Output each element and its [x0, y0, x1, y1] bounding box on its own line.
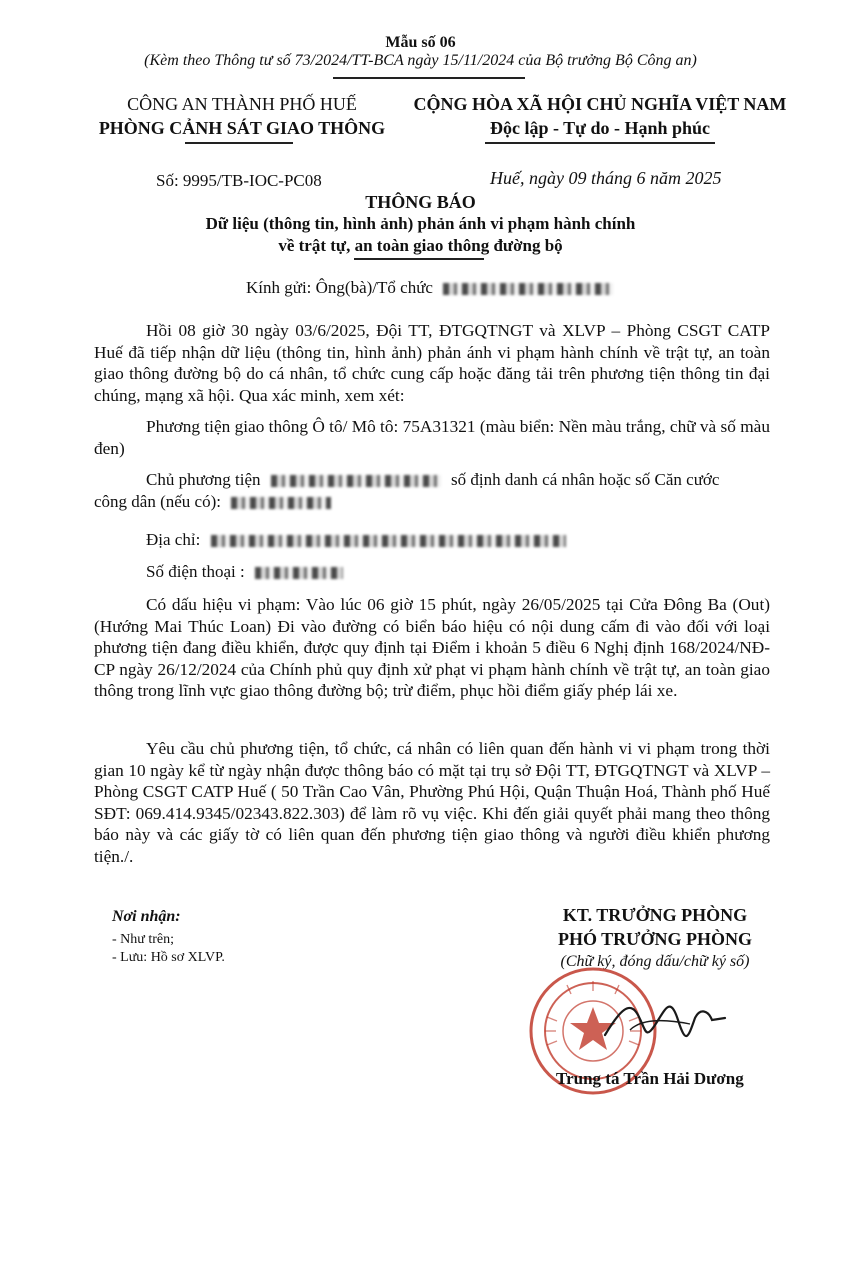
signature-icon: [600, 990, 730, 1050]
document-subtitle: về trật tự, an toàn giao thông đường bộ: [278, 236, 563, 255]
recipient-label: Kính gửi: Ông(bà)/Tổ chức: [246, 278, 433, 297]
owner-id-label-2: công dân (nếu có):: [94, 492, 221, 511]
address-line: [146, 530, 566, 550]
document-title: THÔNG BÁO: [365, 192, 476, 212]
phone-line: [146, 562, 343, 582]
document-number: Số: 9995/TB-IOC-PC08: [156, 171, 322, 190]
redacted-phone: [255, 567, 343, 579]
redacted-owner: [271, 475, 441, 487]
recipient-item: - Như trên;: [112, 932, 175, 947]
redacted-id: [231, 497, 331, 509]
sign-note: (Chữ ký, đóng dấu/chữ ký số): [560, 953, 750, 970]
form-reference: (Kèm theo Thông tư số 73/2024/TT-BCA ngày 15/11/2024 của Bộ trưởng Bộ Công an): [144, 52, 697, 69]
agency-department: PHÒNG CẢNH SÁT GIAO THÔNG: [98, 118, 386, 138]
redacted-name: [443, 283, 613, 295]
phone-label: Số điện thoại :: [146, 562, 245, 581]
owner-line: [146, 470, 719, 490]
divider: [333, 77, 525, 79]
address-label: Địa chỉ:: [146, 530, 201, 549]
recipient-line: [246, 278, 613, 298]
place-date: Huế, ngày 09 tháng 6 năm 2025: [490, 168, 722, 188]
form-title: Mẫu số 06: [385, 34, 456, 51]
signer-name: Trung tá Trần Hải Dương: [556, 1069, 744, 1088]
nation-motto: Độc lập - Tự do - Hạnh phúc: [489, 118, 711, 138]
divider: [185, 142, 293, 144]
divider: [354, 258, 484, 260]
owner-label: Chủ phương tiện: [146, 470, 261, 489]
sign-subtitle: PHÓ TRƯỞNG PHÒNG: [557, 929, 752, 949]
divider: [485, 142, 715, 144]
redacted-address: [211, 535, 566, 547]
paragraph-vehicle: Phương tiện giao thông Ô tô/ Mô tô: 75A31321 (màu biển: Nền màu trắng, chữ và số màu đen): [94, 417, 770, 458]
sign-title: KT. TRƯỞNG PHÒNG: [562, 905, 748, 925]
paragraph-receipt: Hồi 08 giờ 30 ngày 03/6/2025, Đội TT, ĐTGQTNGT và XLVP – Phòng CSGT CATP Huế đã tiếp nhận dữ liệu (thông tin, hình ảnh) phản ánh vi phạm hành chính về trật tự, an toàn giao thông đường bộ do cá nhân, tổ chức cung cấp hoặc đăng tải trên phương tiện thông tin đại chúng, mạng xã hội. Qua xác minh, xem xét:: [94, 321, 770, 405]
nation-title: CỘNG HÒA XÃ HỘI CHỦ NGHĨA VIỆT NAM: [413, 94, 787, 114]
owner-id-line: [94, 492, 331, 512]
recipients-title: Nơi nhận:: [112, 908, 181, 925]
paragraph-violation: Có dấu hiệu vi phạm: Vào lúc 06 giờ 15 phút, ngày 26/05/2025 tại Cửa Đông Ba (Out) (Hướng Mai Thúc Loan) Đi vào đường có biển báo hiệu có nội dung cấm đi vào đối với loại phương tiện đang điều khiển, được quy định tại Điểm i khoản 5 điều 6 Nghị định 168/2024/NĐ-CP ngày 26/12/2024 của Chính phủ quy định xử phạt vi phạm hành chính về trật tự, an toàn giao thông trong lĩnh vực giao thông đường bộ; trừ điểm, phục hồi điểm giấy phép lái xe.: [94, 595, 770, 701]
paragraph-request: Yêu cầu chủ phương tiện, tổ chức, cá nhân có liên quan đến hành vi vi phạm trong thời gian 10 ngày kể từ ngày nhận được thông báo có mặt tại trụ sở Đội TT, ĐTGQTNGT và XLVP – Phòng CSGT CATP Huế ( 50 Trần Cao Vân, Phường Phú Hội, Quận Thuận Hoá, Thành phố Huế SĐT: 069.414.9345/02343.822.303) để làm rõ vụ việc. Khi đến giải quyết phải mang theo thông báo này và các giấy tờ có liên quan đến phương tiện giao thông và người điều khiển phương tiện./.: [94, 739, 770, 866]
owner-id-label: số định danh cá nhân hoặc số Căn cước: [451, 470, 720, 489]
recipient-item: - Lưu: Hồ sơ XLVP.: [112, 950, 225, 965]
agency-name: CÔNG AN THÀNH PHỐ HUẾ: [127, 94, 357, 114]
document-subtitle: Dữ liệu (thông tin, hình ảnh) phản ánh vi phạm hành chính: [205, 214, 636, 233]
